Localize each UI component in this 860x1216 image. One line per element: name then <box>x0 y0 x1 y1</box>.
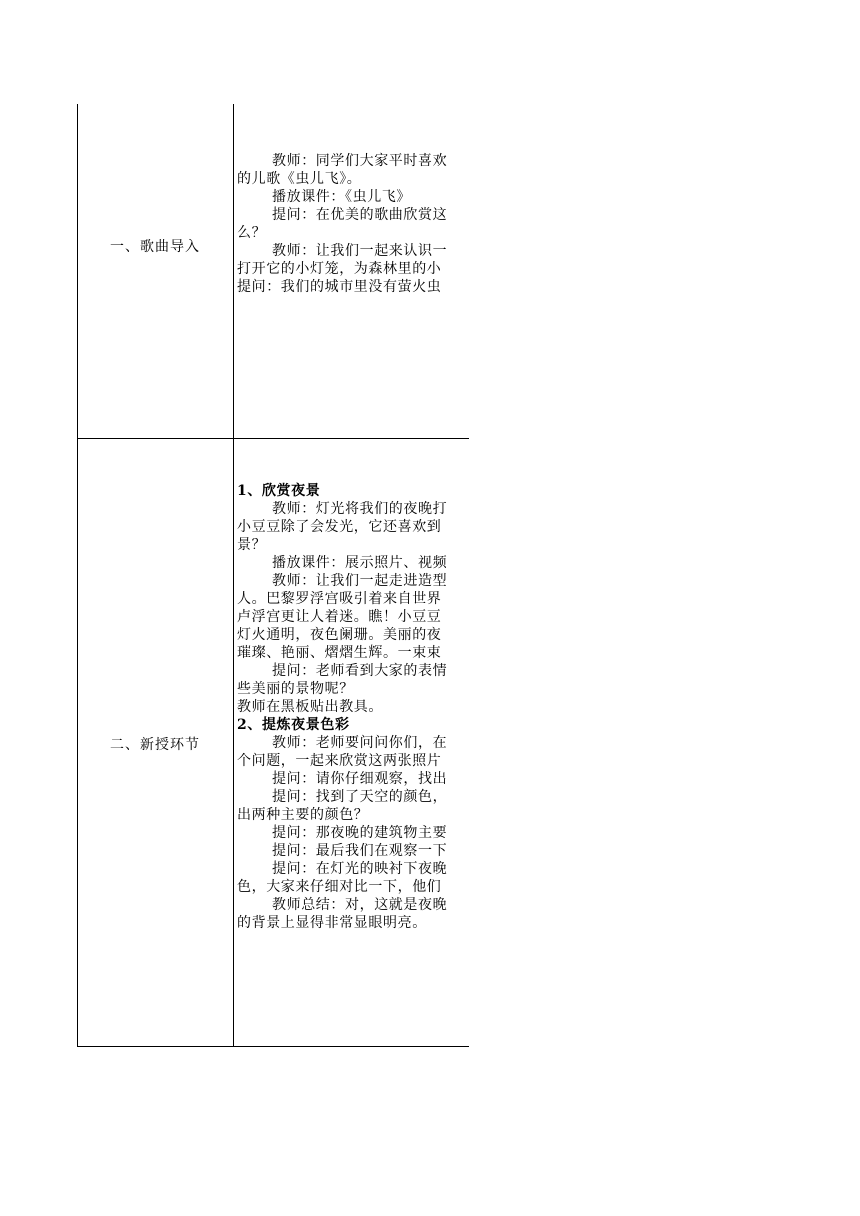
text-line: 教师：让我们一起走进造型 <box>272 573 448 589</box>
text-line: 提问：最后我们在观察一下 <box>272 843 448 859</box>
text-line: 些美丽的景物呢？ <box>237 681 354 697</box>
section-content-new-lesson <box>237 482 469 932</box>
column-divider <box>233 104 234 1047</box>
section-content-song-intro <box>237 152 469 296</box>
text-line: 么？ <box>237 225 267 241</box>
text-line: 的背景上显得非常显眼明亮。 <box>237 915 427 931</box>
bottom-border <box>77 1046 469 1047</box>
text-line: 教师总结：对，这就是夜晚 <box>272 897 448 913</box>
text-line: 出两种主要的颜色？ <box>237 807 369 823</box>
text-line: 教师：老师要问问你们，在 <box>272 735 448 751</box>
text-line: 小豆豆除了会发光，它还喜欢到 <box>237 519 442 535</box>
text-line: 灯火通明，夜色阑珊。美丽的夜 <box>237 627 442 643</box>
subheading: 1、欣赏夜景 <box>237 483 321 499</box>
text-line: 提问：老师看到大家的表情 <box>272 663 448 679</box>
subheading: 2、提炼夜景色彩 <box>237 717 350 733</box>
text-line: 色，大家来仔细对比一下，他们 <box>237 879 442 895</box>
text-line: 教师：让我们一起来认识一 <box>272 243 448 259</box>
text-line: 人。巴黎罗浮宫吸引着来自世界 <box>237 591 442 607</box>
row-divider <box>77 438 469 439</box>
text-line: 提问：那夜晚的建筑物主要 <box>272 825 448 841</box>
section-label-new-lesson: 二、新授环节 <box>110 737 200 753</box>
text-line: 璀璨、艳丽、熠熠生辉。一束束 <box>237 645 442 661</box>
lesson-table <box>77 104 469 1047</box>
text-line: 打开它的小灯笼，为森林里的小 <box>237 261 442 277</box>
text-line: 提问：在优美的歌曲欣赏这 <box>272 207 448 223</box>
text-line: 的儿歌《虫儿飞》。 <box>237 171 362 187</box>
text-line: 提问：我们的城市里没有萤火虫 <box>237 279 442 295</box>
text-line: 提问：请你仔细观察，找出 <box>272 771 448 787</box>
text-line: 提问：找到了天空的颜色， <box>272 789 448 805</box>
text-line: 教师：同学们大家平时喜欢 <box>272 153 448 169</box>
text-line: 播放课件：展示照片、视频 <box>272 555 448 571</box>
text-line: 教师：灯光将我们的夜晚打 <box>272 501 448 517</box>
text-line: 个问题，一起来欣赏这两张照片 <box>237 753 442 769</box>
text-line: 景？ <box>237 537 267 553</box>
text-line: 提问：在灯光的映衬下夜晚 <box>272 861 448 877</box>
text-line: 卢浮宫更让人着迷。瞧！小豆豆 <box>237 609 442 625</box>
text-line: 播放课件：《虫儿飞》 <box>272 189 411 205</box>
section-label-song-intro: 一、歌曲导入 <box>110 239 200 255</box>
text-line: 教师在黑板贴出教具。 <box>237 699 383 715</box>
